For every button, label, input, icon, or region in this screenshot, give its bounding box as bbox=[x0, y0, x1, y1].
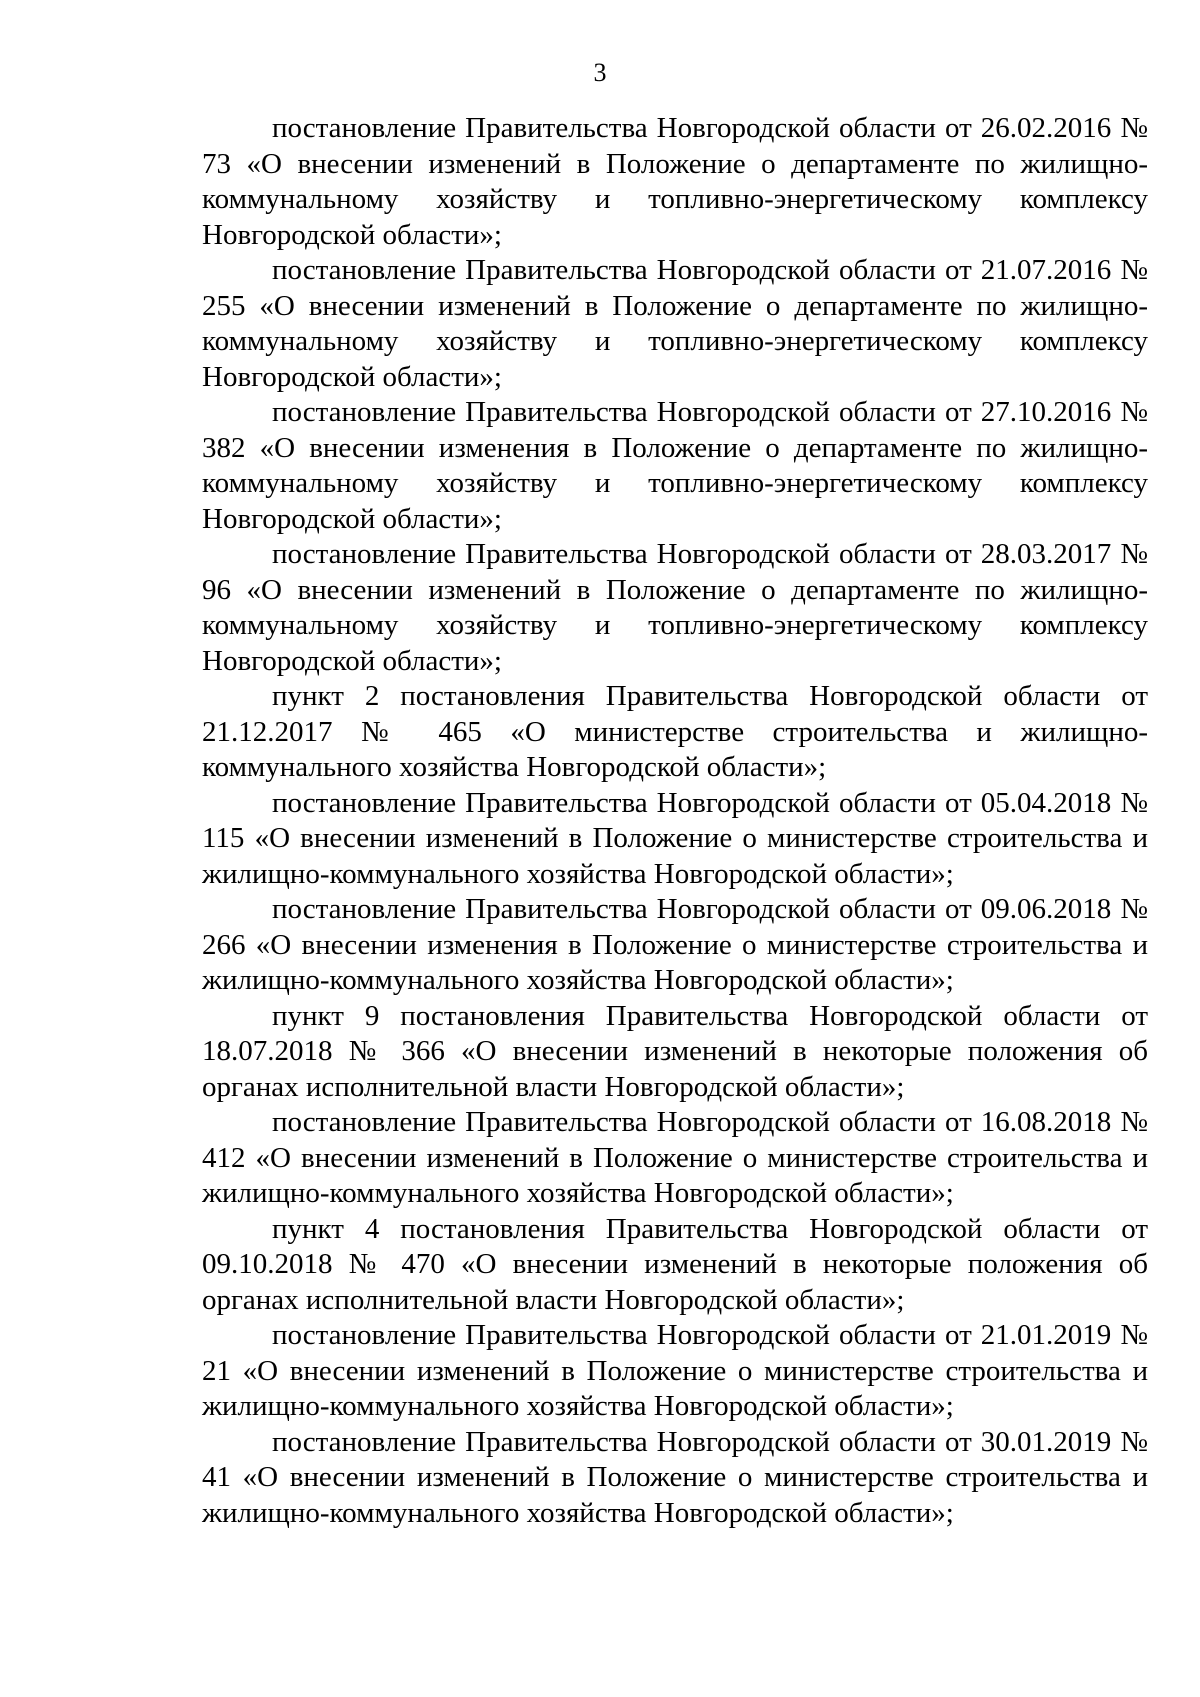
paragraph-item: постановление Правительства Новгородской области от 26.02.2016 № 73 «О внесении изменений в Положение о департаменте по жилищно-коммунальному хозяйству и топливно-энергетическому комплексу Новгородской области»; bbox=[202, 112, 1148, 251]
paragraph-item: пункт 4 постановления Правительства Новгородской области от 09.10.2018 № 470 «О внесении изменений в некоторые положения об органах исполнительной власти Новгородской области»; bbox=[202, 1212, 1148, 1316]
paragraph-item: постановление Правительства Новгородской области от 21.01.2019 № 21 «О внесении изменений в Положение о министерстве строительства и жилищно-коммунального хозяйства Новгородской области»; bbox=[202, 1319, 1148, 1422]
paragraph-item: постановление Правительства Новгородской области от 21.07.2016 № 255 «О внесении изменений в Положение о департаменте по жилищно-коммунальному хозяйству и топливно-энергетическому комплексу Новгородской области»; bbox=[202, 254, 1148, 393]
paragraph-item: постановление Правительства Новгородской области от 16.08.2018 № 412 «О внесении изменений в Положение о министерстве строительства и жилищно-коммунального хозяйства Новгородской области»; bbox=[202, 1106, 1148, 1209]
page-number: 3 bbox=[593, 58, 607, 87]
paragraph-item: пункт 9 постановления Правительства Новгородской области от 18.07.2018 № 366 «О внесении изменений в некоторые положения об органах исполнительной власти Новгородской области»; bbox=[202, 999, 1148, 1103]
paragraph-item: постановление Правительства Новгородской области от 30.01.2019 № 41 «О внесении изменений в Положение о министерстве строительства и жилищно-коммунального хозяйства Новгородской области»; bbox=[202, 1425, 1148, 1529]
paragraph-item: постановление Правительства Новгородской области от 09.06.2018 № 266 «О внесении изменения в Положение о министерстве строительства и жилищно-коммунального хозяйства Новгородской области»; bbox=[202, 893, 1148, 996]
paragraph-item: постановление Правительства Новгородской области от 28.03.2017 № 96 «О внесении изменений в Положение о департаменте по жилищно-коммунальному хозяйству и топливно-энергетическому комплексу Новгородской области»; bbox=[202, 538, 1148, 677]
paragraph-item: постановление Правительства Новгородской области от 05.04.2018 № 115 «О внесении изменений в Положение о министерстве строительства и жилищно-коммунального хозяйства Новгородской области»; bbox=[202, 786, 1148, 890]
paragraph-item: постановление Правительства Новгородской области от 27.10.2016 № 382 «О внесении изменения в Положение о департаменте по жилищно-коммунальному хозяйству и топливно-энергетическому комплексу Новгородской области»; bbox=[202, 396, 1148, 535]
paragraph-item: пункт 2 постановления Правительства Новгородской области от 21.12.2017 № 465 «О министерстве строительства и жилищно-коммунального хозяйства Новгородской области»; bbox=[202, 680, 1148, 783]
document-body bbox=[202, 111, 1148, 1531]
